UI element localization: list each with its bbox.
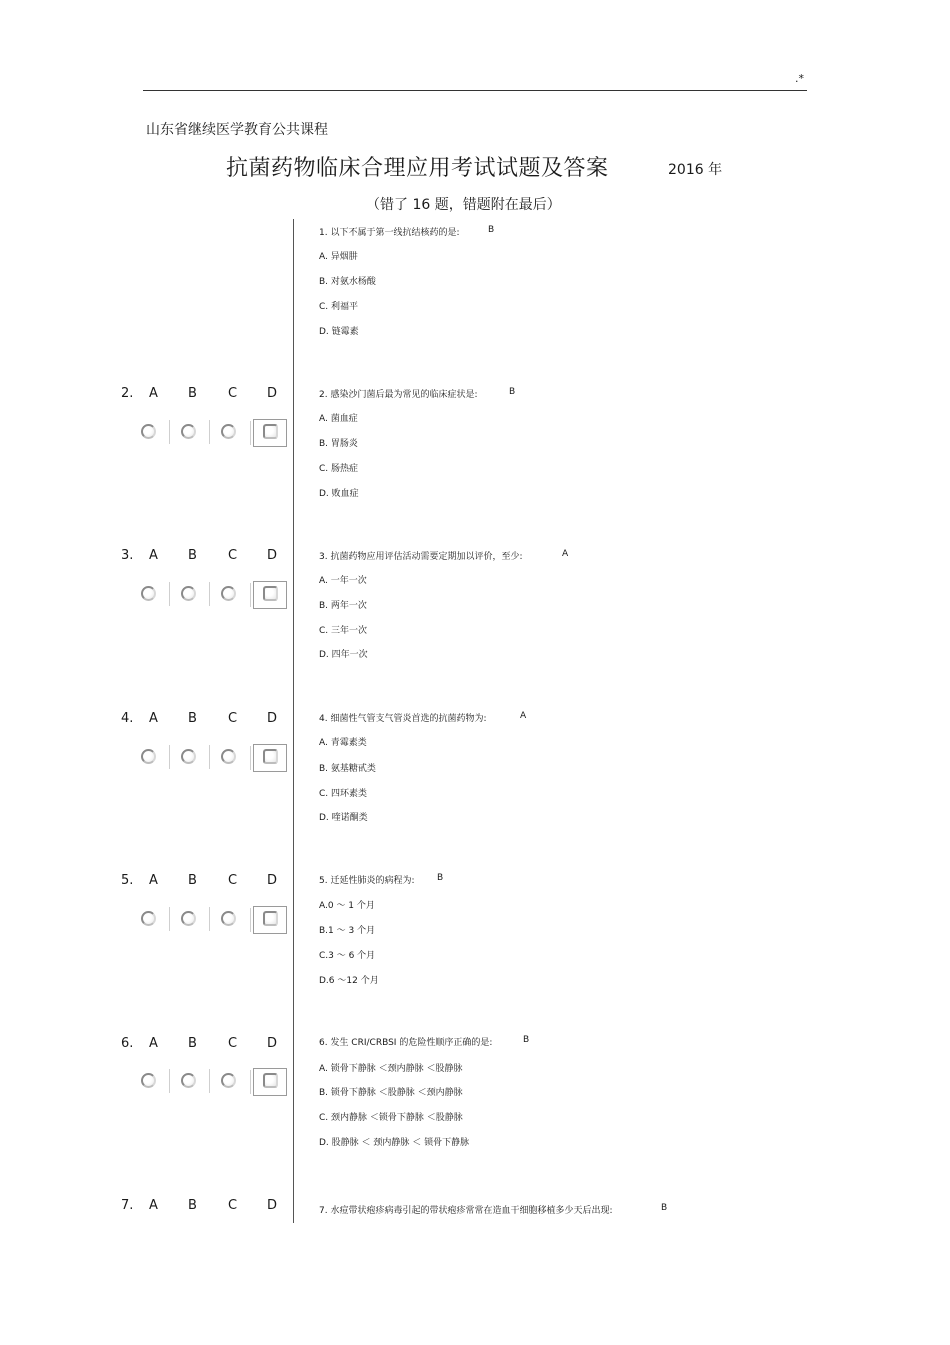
question-3-option-a: A. 一年一次 [319,576,367,586]
radio-b[interactable] [173,1068,203,1094]
question-4-option-b: B. 氨基糖甙类 [319,764,376,774]
radio-a[interactable] [133,1068,163,1094]
question-2-option-a: A. 菌血症 [319,414,358,424]
question-4-option-a: A. 青霉素类 [319,738,367,748]
question-4-option-d: D. 喹诺酮类 [319,813,368,823]
question-6-option-b: B. 锁骨下静脉 ＜股静脉 ＜颈内静脉 [319,1088,463,1098]
question-1-answer: B [488,225,495,235]
letter-c: C [228,548,238,563]
radio-d-icon [263,749,278,764]
radio-d-selected[interactable] [253,1068,287,1096]
question-6-option-c: C. 颈内静脉 ＜锁骨下静脉 ＜股静脉 [319,1113,463,1123]
question-2-option-c: C. 肠热症 [319,464,359,474]
question-6-text: 6. 发生 CRI/CRBSI 的危险性顺序正确的是: [319,1038,493,1048]
question-3-option-c: C. 三年一次 [319,626,368,636]
question-6-number: 6. [121,1036,134,1051]
letter-b: B [188,548,197,563]
radio-b[interactable] [173,744,203,770]
question-3-number: 3. [121,548,134,563]
letter-a: A [149,548,158,563]
radio-c-icon [221,1073,236,1088]
question-6-option-d: D. 股静脉 ＜ 颈内静脉 ＜ 锁骨下静脉 [319,1138,470,1148]
question-5-option-a: A.0 ～ 1 个月 [319,901,375,911]
letter-c: C [228,386,238,401]
radio-c-icon [221,749,236,764]
letter-c: C [228,873,238,888]
radio-c[interactable] [213,581,243,607]
radio-d-selected[interactable] [253,906,287,934]
radio-b-icon [181,911,196,926]
letter-b: B [188,873,197,888]
question-4-number: 4. [121,711,134,726]
radio-b-icon [181,1073,196,1088]
letter-d: D [267,386,278,401]
question-1-option-a: A. 异烟肼 [319,252,358,262]
question-5-option-d: D.6 ～12 个月 [319,976,379,986]
radio-a[interactable] [133,906,163,932]
question-5-answer: B [437,873,444,883]
letter-c: C [228,1036,238,1051]
question-1-text: 1. 以下不属于第一线抗结核药的是: [319,228,460,238]
radio-b[interactable] [173,581,203,607]
question-7-answer: B [661,1203,668,1213]
letter-c: C [228,1198,238,1213]
letter-d: D [267,548,278,563]
exam-year: 2016 年 [668,162,723,178]
question-1-option-b: B. 对氨水杨酸 [319,277,376,287]
question-2-text: 2. 感染沙门菌后最为常见的临床症状是: [319,390,478,400]
radio-c[interactable] [213,1068,243,1094]
letter-d: D [267,873,278,888]
question-5-option-c: C.3 ～ 6 个月 [319,951,376,961]
radio-b[interactable] [173,906,203,932]
radio-d-icon [263,586,278,601]
question-2-answer: B [509,387,516,397]
radio-a-icon [141,1073,156,1088]
radio-d-icon [263,424,278,439]
page-title: 抗菌药物临床合理应用考试试题及答案 [226,156,609,181]
letter-b: B [188,1036,197,1051]
radio-c[interactable] [213,906,243,932]
radio-a-icon [141,586,156,601]
radio-b-icon [181,424,196,439]
column-divider [293,219,294,1223]
radio-d-selected[interactable] [253,419,287,447]
radio-d-selected[interactable] [253,581,287,609]
letter-a: A [149,1198,158,1213]
radio-c[interactable] [213,419,243,445]
question-3-option-b: B. 两年一次 [319,601,367,611]
radio-c-icon [221,911,236,926]
top-rule [143,90,807,91]
radio-a[interactable] [133,581,163,607]
letter-b: B [188,386,197,401]
question-6-answer: B [523,1035,530,1045]
question-2-option-d: D. 败血症 [319,489,359,499]
letter-d: D [267,711,278,726]
radio-c-icon [221,586,236,601]
question-7-text: 7. 水痘带状疱疹病毒引起的带状疱疹常常在造血干细胞移植多少天后出现: [319,1206,613,1216]
question-1-option-c: C. 利福平 [319,302,359,312]
radio-c[interactable] [213,744,243,770]
radio-d-icon [263,911,278,926]
letter-d: D [267,1198,278,1213]
question-4-answer: A [520,711,527,721]
question-4-option-c: C. 四环素类 [319,789,368,799]
letter-d: D [267,1036,278,1051]
page-subtitle: （错了 16 题，错题附在最后） [366,197,561,213]
letter-b: B [188,1198,197,1213]
radio-b[interactable] [173,419,203,445]
radio-a-icon [141,424,156,439]
radio-a-icon [141,911,156,926]
question-3-answer: A [562,549,569,559]
radio-a[interactable] [133,419,163,445]
radio-d-selected[interactable] [253,744,287,772]
question-2-option-b: B. 胃肠炎 [319,439,358,449]
letter-a: A [149,1036,158,1051]
question-5-number: 5. [121,873,134,888]
question-1-option-d: D. 链霉素 [319,327,359,337]
question-6-option-a: A. 锁骨下静脉 ＜颈内静脉 ＜股静脉 [319,1064,463,1074]
question-7-number: 7. [121,1198,134,1213]
question-3-text: 3. 抗菌药物应用评估活动需要定期加以评价，至少: [319,552,523,562]
question-4-text: 4. 细菌性气管支气管炎首选的抗菌药物为: [319,714,487,724]
radio-b-icon [181,586,196,601]
question-3-option-d: D. 四年一次 [319,650,368,660]
letter-a: A [149,711,158,726]
radio-a[interactable] [133,744,163,770]
radio-d-icon [263,1073,278,1088]
letter-b: B [188,711,197,726]
letter-a: A [149,873,158,888]
radio-c-icon [221,424,236,439]
top-mark: .* [795,72,804,85]
course-org: 山东省继续医学教育公共课程 [146,122,328,138]
question-5-text: 5. 迁延性肺炎的病程为: [319,876,415,886]
question-2-number: 2. [121,386,134,401]
radio-b-icon [181,749,196,764]
letter-a: A [149,386,158,401]
letter-c: C [228,711,238,726]
question-5-option-b: B.1 ～ 3 个月 [319,926,376,936]
radio-a-icon [141,749,156,764]
